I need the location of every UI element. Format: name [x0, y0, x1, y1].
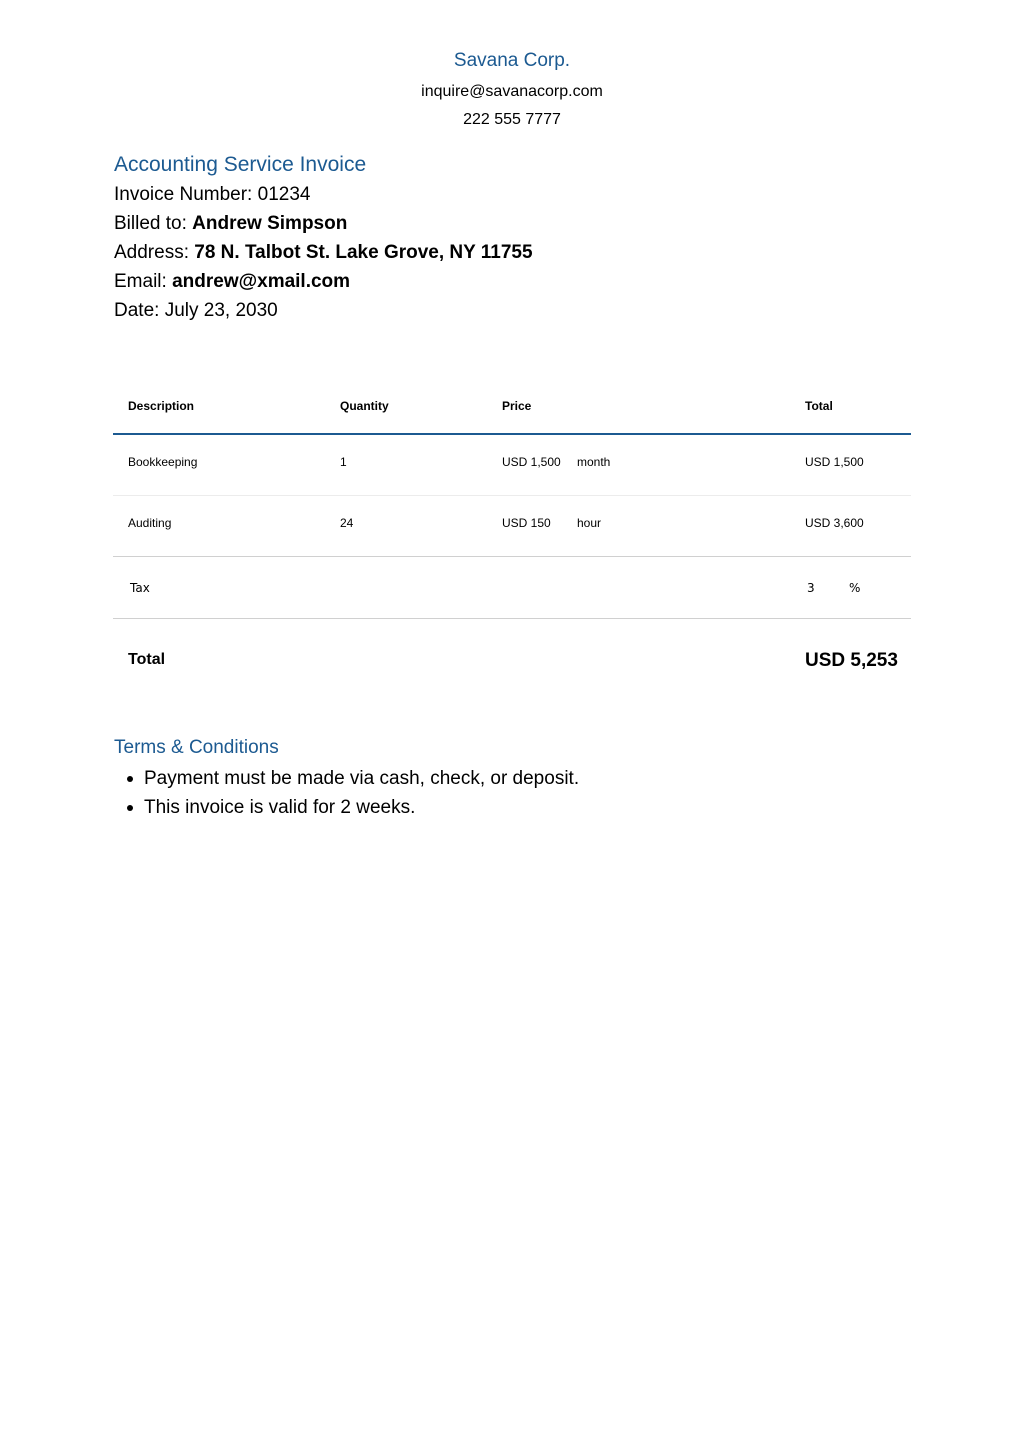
item-quantity: 24	[340, 516, 354, 530]
item-total: USD 3,600	[805, 516, 864, 530]
list-item	[114, 793, 579, 822]
tax-row	[113, 557, 911, 619]
table-row	[113, 496, 911, 557]
table-row	[113, 435, 911, 496]
table-header-row	[113, 378, 911, 435]
bullet-icon	[127, 805, 133, 811]
email-value: andrew@xmail.com	[172, 271, 351, 292]
email-line	[114, 271, 350, 293]
tax-value: 3	[807, 581, 815, 595]
invoice-table	[113, 378, 911, 699]
item-unit: month	[577, 455, 611, 469]
date-value: July 23, 2030	[164, 300, 278, 321]
header-description: Description	[128, 399, 195, 413]
tax-percent-sign: %	[849, 581, 861, 595]
terms-title: Terms & Conditions	[114, 737, 279, 758]
header-quantity: Quantity	[340, 399, 389, 413]
terms-item-text: This invoice is valid for 2 weeks.	[144, 797, 416, 818]
item-description: Bookkeeping	[128, 455, 198, 469]
invoice-number-line	[114, 184, 310, 206]
header-total: Total	[805, 399, 833, 413]
address-line	[114, 242, 533, 264]
invoice-title: Accounting Service Invoice	[114, 153, 367, 176]
invoice-number-value: 01234	[257, 184, 311, 205]
date-line	[114, 300, 278, 322]
billed-to-line	[114, 213, 347, 235]
item-total: USD 1,500	[805, 455, 864, 469]
item-price: USD 1,500	[502, 455, 561, 469]
terms-list	[114, 764, 579, 822]
address-value: 78 N. Talbot St. Lake Grove, NY 11755	[194, 242, 533, 263]
company-name: Savana Corp.	[453, 50, 571, 71]
company-email: inquire@savanacorp.com	[421, 83, 603, 100]
tax-label: Tax	[130, 581, 150, 595]
invoice-number-label: Invoice Number:	[114, 184, 253, 205]
total-value: USD 5,253	[805, 650, 898, 671]
billed-to-label: Billed to:	[114, 213, 187, 234]
item-quantity: 1	[340, 455, 347, 469]
item-unit: hour	[577, 516, 602, 530]
total-label: Total	[128, 651, 166, 668]
terms-item-text: Payment must be made via cash, check, or deposit.	[144, 768, 580, 789]
bullet-icon	[127, 776, 133, 782]
address-label: Address:	[114, 242, 189, 263]
company-phone: 222 555 7777	[463, 111, 561, 128]
header-price: Price	[502, 399, 532, 413]
item-price: USD 150	[502, 516, 551, 530]
date-label: Date:	[114, 300, 160, 321]
list-item	[114, 764, 579, 793]
item-description: Auditing	[128, 516, 172, 530]
total-row	[113, 619, 911, 699]
billed-to-value: Andrew Simpson	[192, 213, 348, 234]
email-label: Email:	[114, 271, 167, 292]
